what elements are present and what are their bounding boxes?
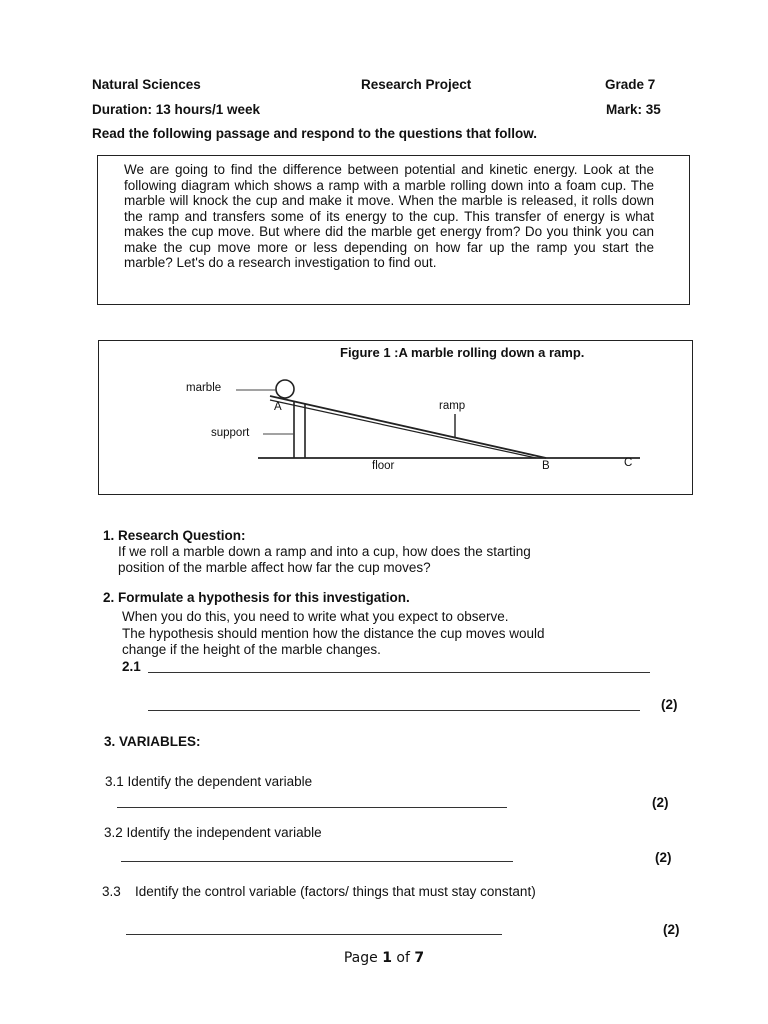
marble-icon [276, 380, 294, 398]
floor-label: floor [372, 460, 395, 472]
q2-line-2: The hypothesis should mention how the distance the cup moves would [122, 626, 545, 641]
answer-line-3-1[interactable] [117, 807, 507, 808]
passage-text: We are going to find the difference between potential and kinetic energy. Look at the following diagram which shows a ramp with a marble rolling down into a foam cup. The marble will knock the cup and make it move. When the marble is released, it rolls down the ramp and transfers some of its energy to the cup. This transfer of energy is what makes the cup move. But where did the marble get energy from? Do you think you can make the cup move more or less depending on how far up the ramp you start the marble? Let's do a research investigation to find out. [124, 162, 654, 270]
instruction-text: Read the following passage and respond to the questions that follow. [92, 126, 538, 141]
support-label: support [211, 427, 250, 439]
ramp-label: ramp [439, 400, 466, 412]
answer-line-2-1a[interactable] [148, 672, 650, 673]
page-footer [0, 950, 768, 966]
q1-line-2: position of the marble affect how far the cup moves? [118, 560, 431, 575]
point-a-label: A [274, 401, 282, 413]
q3-3-mark: (2) [663, 922, 680, 937]
figure-caption: Figure 1 :A marble rolling down a ramp. [340, 345, 585, 360]
of-word: of [396, 950, 410, 966]
q3-3-text: Identify the control variable (factors/ things that must stay constant) [135, 884, 536, 899]
project-label: Research Project [361, 77, 472, 92]
q1-heading: 1. Research Question: [103, 528, 246, 543]
answer-line-2-1b[interactable] [148, 710, 640, 711]
q1-line-1: If we roll a marble down a ramp and into a cup, how does the starting [118, 544, 531, 559]
grade-label: Grade 7 [605, 77, 656, 92]
q2-line-3: change if the height of the marble changes. [122, 642, 381, 657]
q2-heading: 2. Formulate a hypothesis for this investigation. [103, 590, 410, 605]
ramp-line-inner [270, 400, 536, 458]
page-number: 1 [382, 950, 392, 966]
answer-line-3-3[interactable] [126, 934, 502, 935]
ramp-line [270, 396, 546, 458]
q3-1-text: 3.1 Identify the dependent variable [105, 774, 313, 789]
duration-label: Duration: 13 hours/1 week [92, 102, 261, 117]
q3-heading: 3. VARIABLES: [104, 734, 201, 749]
q3-3-number: 3.3 [102, 884, 121, 899]
marble-label: marble [186, 382, 222, 394]
page-total: 7 [414, 950, 425, 966]
q2-mark: (2) [661, 697, 678, 712]
total-mark-label: Mark: 35 [606, 102, 661, 117]
page-word: Page [343, 950, 378, 966]
point-b-label: B [542, 460, 550, 472]
answer-line-3-2[interactable] [121, 861, 513, 862]
q2-sub-number: 2.1 [122, 659, 141, 674]
q2-line-1: When you do this, you need to write what you expect to observe. [122, 609, 509, 624]
subject-label: Natural Sciences [92, 77, 201, 92]
point-c-label: C [624, 457, 633, 469]
q3-2-mark: (2) [655, 850, 672, 865]
q3-1-mark: (2) [652, 795, 669, 810]
q3-2-text: 3.2 Identify the independent variable [104, 825, 322, 840]
